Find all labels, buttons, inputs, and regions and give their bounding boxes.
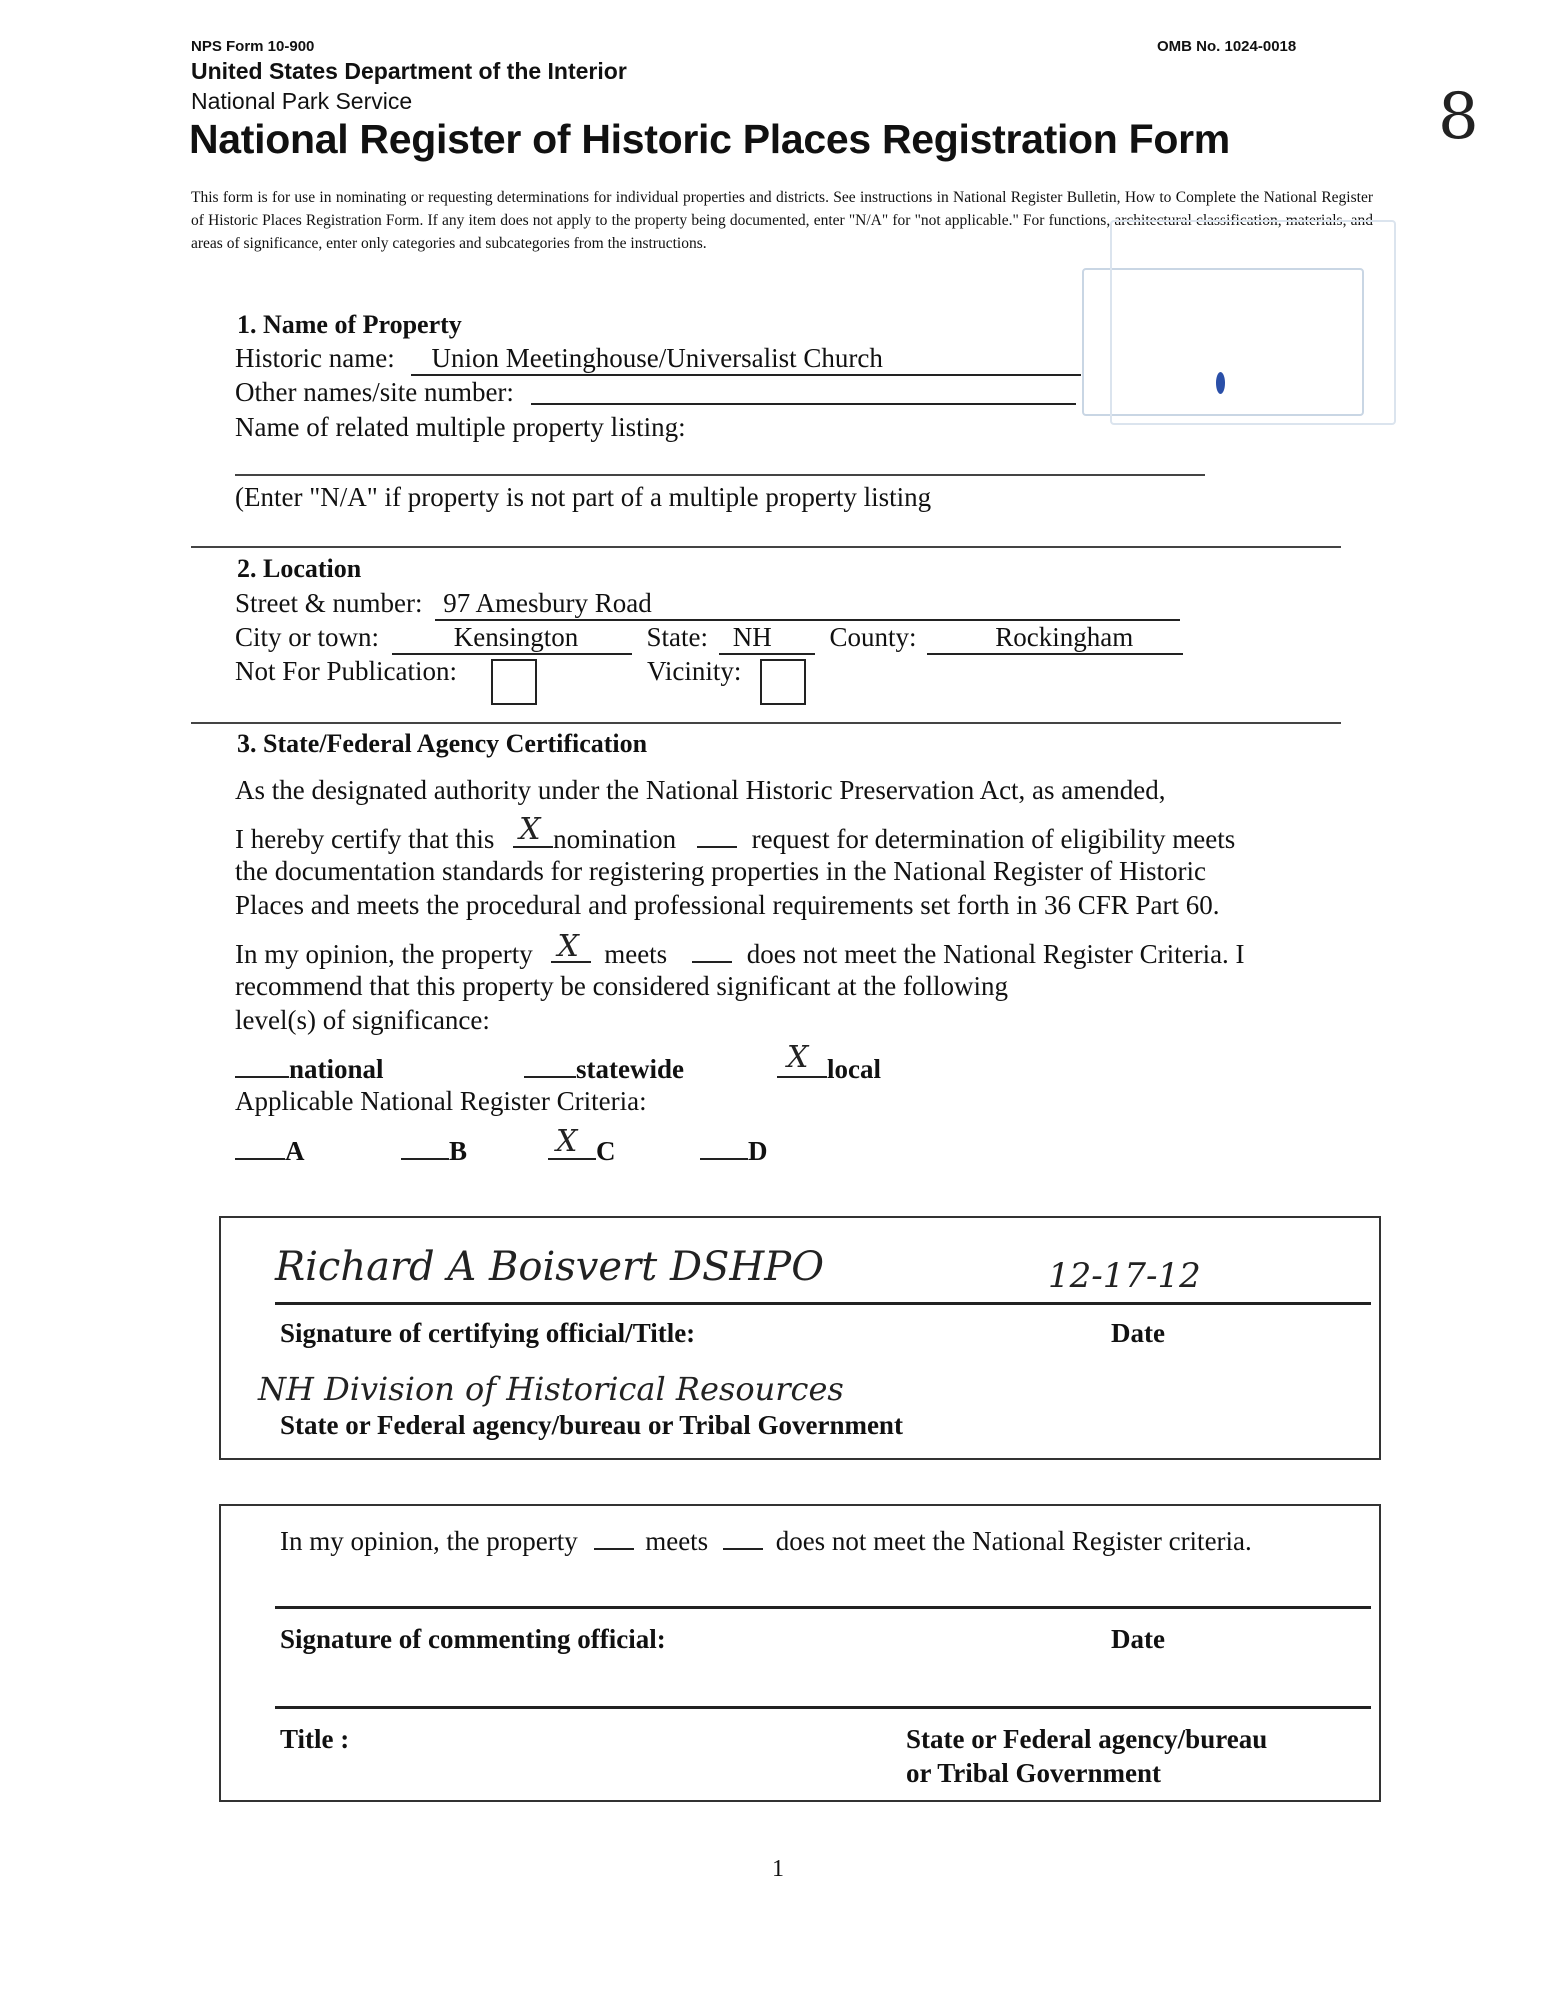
ink-dot bbox=[1216, 372, 1225, 394]
other-names-field[interactable] bbox=[531, 377, 1076, 405]
city-label: City or town: bbox=[235, 622, 380, 652]
commenting-opinion-row bbox=[280, 1524, 1252, 1557]
meets-label: meets bbox=[604, 939, 668, 969]
vicinity-checkbox[interactable] bbox=[760, 659, 806, 705]
page-title: National Register of Historic Places Registration Form bbox=[189, 116, 1230, 162]
certifying-date-label: Date bbox=[1111, 1318, 1165, 1348]
request-check[interactable] bbox=[697, 822, 737, 848]
instructions-paragraph: This form is for use in nominating or requesting determinations for individual properties and districts. See instructions in National Register Bulletin, How to Complete the National Register of Historic Places Registration Form. If any item does not apply to the property being documented, enter "N/A" for "not applicable." For functions, architectural classification, materials, and areas of significance, enter only categories and subcategories from the instructions. bbox=[191, 189, 1373, 252]
commenting-signature-label: Signature of commenting official: bbox=[280, 1624, 666, 1654]
level-local-row bbox=[777, 1040, 881, 1085]
other-names-label: Other names/site number: bbox=[235, 377, 514, 407]
margin-mark: 8 bbox=[1438, 80, 1479, 154]
opinion-prefix: In my opinion, the property bbox=[235, 939, 533, 969]
not-for-publication-label: Not For Publication: bbox=[235, 656, 457, 686]
criteria-a-row bbox=[235, 1134, 305, 1167]
criteria-b-row bbox=[401, 1134, 467, 1167]
omb-number: OMB No. 1024-0018 bbox=[1157, 38, 1297, 55]
street-label: Street & number: bbox=[235, 588, 423, 618]
level-national-row bbox=[235, 1052, 384, 1085]
related-listing-field[interactable] bbox=[235, 474, 1205, 476]
request-label: request for determination of eligibility meets bbox=[751, 824, 1236, 854]
form-number: NPS Form 10-900 bbox=[191, 38, 315, 55]
county-label: County: bbox=[829, 622, 917, 652]
criteria-b-check[interactable] bbox=[401, 1134, 449, 1160]
commenting-does-not-meet-label: does not meet the National Register criteria. bbox=[775, 1526, 1252, 1556]
does-not-meet-label: does not meet the National Register Criteria. I bbox=[746, 939, 1245, 969]
level-statewide-row bbox=[524, 1052, 684, 1085]
level-national-label: national bbox=[289, 1054, 384, 1084]
certifying-agency-handwriting: NH Division of Historical Resources bbox=[258, 1370, 844, 1408]
na-note: (Enter "N/A" if property is not part of a multiple property listing bbox=[235, 482, 932, 512]
does-not-meet-check[interactable] bbox=[692, 937, 732, 963]
department-name: United States Department of the Interior bbox=[191, 58, 627, 84]
historic-name-field[interactable]: Union Meetinghouse/Universalist Church bbox=[411, 343, 1081, 376]
commenting-meets-check[interactable] bbox=[594, 1524, 634, 1550]
criteria-c-check[interactable] bbox=[548, 1124, 596, 1160]
received-stamp-outline bbox=[1110, 220, 1396, 425]
opinion-row bbox=[235, 929, 1245, 970]
county-field[interactable]: Rockingham bbox=[927, 622, 1183, 655]
commenting-signature-line[interactable] bbox=[275, 1606, 1371, 1609]
commenting-agency-label-line1: State or Federal agency/bureau bbox=[906, 1724, 1268, 1754]
commenting-title-label: Title : bbox=[280, 1724, 350, 1754]
certifying-date-handwriting: 12-17-12 bbox=[1048, 1256, 1201, 1296]
page-number: 1 bbox=[772, 1856, 784, 1882]
section-1-heading: 1. Name of Property bbox=[237, 310, 462, 339]
certifying-signature: Richard A Boisvert DSHPO bbox=[275, 1244, 825, 1290]
criteria-d-row bbox=[700, 1134, 768, 1167]
certifying-signature-line[interactable] bbox=[275, 1302, 1371, 1305]
section-divider bbox=[191, 546, 1341, 548]
meets-check-mark: X bbox=[557, 929, 579, 964]
nomination-check-mark: X bbox=[519, 812, 541, 847]
criteria-b-label: B bbox=[449, 1136, 468, 1166]
criteria-c-row bbox=[548, 1124, 616, 1167]
state-label: State: bbox=[646, 622, 709, 652]
level-statewide-check[interactable] bbox=[524, 1052, 576, 1078]
meets-check[interactable] bbox=[551, 929, 591, 964]
commenting-agency-label-line2: or Tribal Government bbox=[906, 1758, 1161, 1788]
authority-text: As the designated authority under the National Historic Preservation Act, as amended, bbox=[235, 775, 1166, 805]
criteria-d-label: D bbox=[748, 1136, 768, 1166]
level-local-label: local bbox=[827, 1054, 881, 1084]
certifying-signature-label: Signature of certifying official/Title: bbox=[280, 1318, 696, 1348]
criteria-c-label: C bbox=[596, 1136, 616, 1166]
criteria-a-label: A bbox=[285, 1136, 305, 1166]
commenting-meets-label: meets bbox=[645, 1526, 709, 1556]
nomination-label: nomination bbox=[553, 824, 677, 854]
section-3-heading: 3. State/Federal Agency Certification bbox=[237, 729, 648, 758]
city-row bbox=[235, 622, 1183, 655]
recommend-line: recommend that this property be considered significant at the following bbox=[235, 971, 1009, 1001]
nomination-check[interactable] bbox=[513, 812, 553, 848]
street-row bbox=[235, 588, 1180, 621]
section-divider bbox=[191, 722, 1341, 724]
level-statewide-label: statewide bbox=[576, 1054, 684, 1084]
certify-line-2: the documentation standards for registering properties in the National Register of Historic bbox=[235, 856, 1206, 886]
vicinity-label: Vicinity: bbox=[647, 656, 742, 686]
city-field[interactable]: Kensington bbox=[392, 622, 632, 655]
other-names-row bbox=[235, 377, 1076, 408]
agency-name: National Park Service bbox=[191, 88, 413, 114]
related-listing-label: Name of related multiple property listing: bbox=[235, 412, 686, 442]
not-for-publication-checkbox[interactable] bbox=[491, 659, 537, 705]
section-2-heading: 2. Location bbox=[237, 554, 362, 583]
levels-line: level(s) of significance: bbox=[235, 1005, 490, 1035]
criteria-c-check-mark: X bbox=[556, 1124, 578, 1159]
certify-row bbox=[235, 812, 1236, 855]
commenting-date-label: Date bbox=[1111, 1624, 1165, 1654]
criteria-a-check[interactable] bbox=[235, 1134, 285, 1160]
certify-line-3: Places and meets the procedural and professional requirements set forth in 36 CFR Part 60. bbox=[235, 890, 1220, 920]
commenting-does-not-meet-check[interactable] bbox=[723, 1524, 763, 1550]
certifying-agency-label: State or Federal agency/bureau or Tribal Government bbox=[280, 1410, 903, 1440]
criteria-label: Applicable National Register Criteria: bbox=[235, 1086, 647, 1116]
criteria-d-check[interactable] bbox=[700, 1134, 748, 1160]
street-field[interactable]: 97 Amesbury Road bbox=[435, 588, 1180, 621]
state-field[interactable]: NH bbox=[719, 622, 815, 655]
certify-prefix: I hereby certify that this bbox=[235, 824, 495, 854]
level-local-check[interactable] bbox=[777, 1040, 827, 1078]
commenting-opinion-prefix: In my opinion, the property bbox=[280, 1526, 578, 1556]
historic-name-row bbox=[235, 343, 1081, 376]
level-national-check[interactable] bbox=[235, 1052, 289, 1078]
level-local-check-mark: X bbox=[787, 1040, 809, 1075]
historic-name-label: Historic name: bbox=[235, 343, 395, 373]
commenting-title-line[interactable] bbox=[275, 1706, 1371, 1709]
